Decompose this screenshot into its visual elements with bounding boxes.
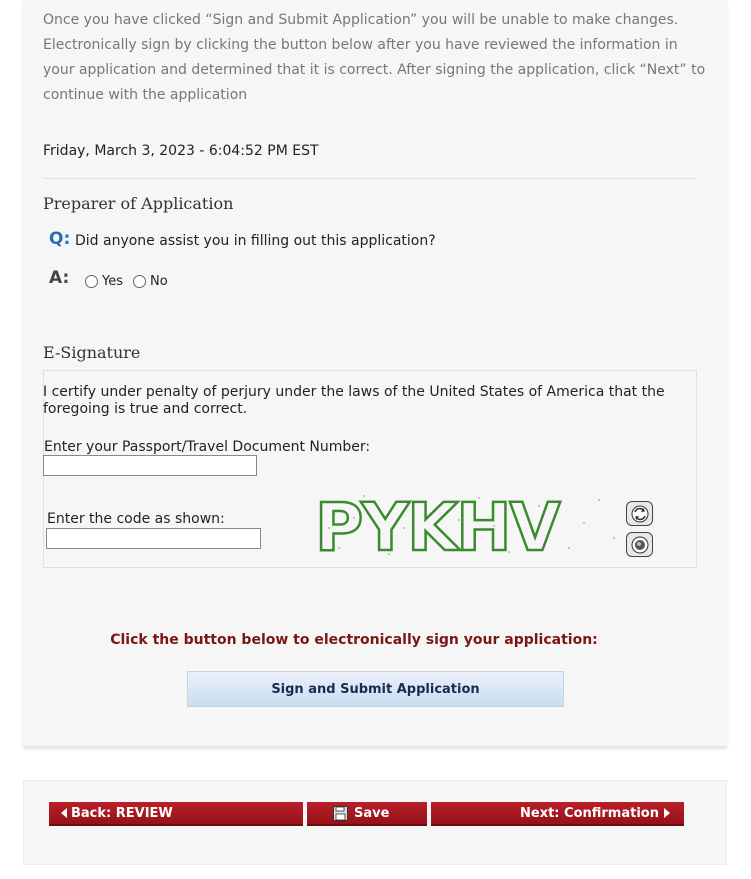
yes-radio[interactable]	[85, 275, 98, 288]
speaker-icon	[631, 536, 649, 554]
next-button-label: Next: Confirmation	[520, 805, 659, 821]
captcha-code-input[interactable]	[46, 528, 261, 549]
refresh-captcha-button[interactable]	[626, 501, 653, 526]
sign-instruction: Click the button below to electronically sign your application:	[110, 632, 598, 648]
next-confirmation-button[interactable]	[431, 802, 684, 826]
passport-number-input[interactable]	[43, 455, 257, 476]
arrow-left-icon	[61, 808, 67, 818]
esignature-section-title: E-Signature	[43, 343, 141, 362]
current-datetime: Friday, March 3, 2023 - 6:04:52 PM EST	[43, 143, 319, 159]
back-review-button[interactable]	[49, 802, 303, 826]
certification-text: I certify under penalty of perjury under the laws of the United States of America that the foregoing is true and correct.	[43, 384, 665, 417]
divider	[43, 178, 697, 179]
save-button[interactable]	[307, 802, 427, 826]
refresh-icon	[631, 505, 649, 523]
question-label: Q:	[49, 229, 71, 249]
answer-label: A:	[49, 268, 70, 288]
no-radio-label[interactable]: No	[150, 274, 168, 289]
yes-radio-label[interactable]: Yes	[102, 274, 123, 289]
audio-captcha-button[interactable]	[626, 532, 653, 557]
arrow-right-icon	[664, 808, 670, 818]
captcha-code-label: Enter the code as shown:	[47, 511, 225, 527]
no-radio[interactable]	[133, 275, 146, 288]
intro-text: Once you have clicked “Sign and Submit Application” you will be unable to make changes. Electronically sign by clicking the button below after you have reviewed the information in your application and determined that it is correct. After signing the application, click “Next” to continue with the application	[43, 12, 706, 103]
captcha-text: PYKHV	[315, 489, 559, 560]
question-text: Did anyone assist you in filling out this application?	[75, 233, 436, 249]
captcha-image	[309, 488, 621, 560]
back-button-label: Back: REVIEW	[71, 805, 173, 821]
sign-and-submit-button[interactable]: Sign and Submit Application	[187, 671, 564, 707]
passport-number-label: Enter your Passport/Travel Document Number:	[44, 439, 371, 455]
assist-radio-group	[85, 274, 178, 289]
preparer-section-title: Preparer of Application	[43, 194, 234, 213]
floppy-disk-icon	[333, 806, 348, 821]
save-button-label: Save	[354, 805, 390, 821]
